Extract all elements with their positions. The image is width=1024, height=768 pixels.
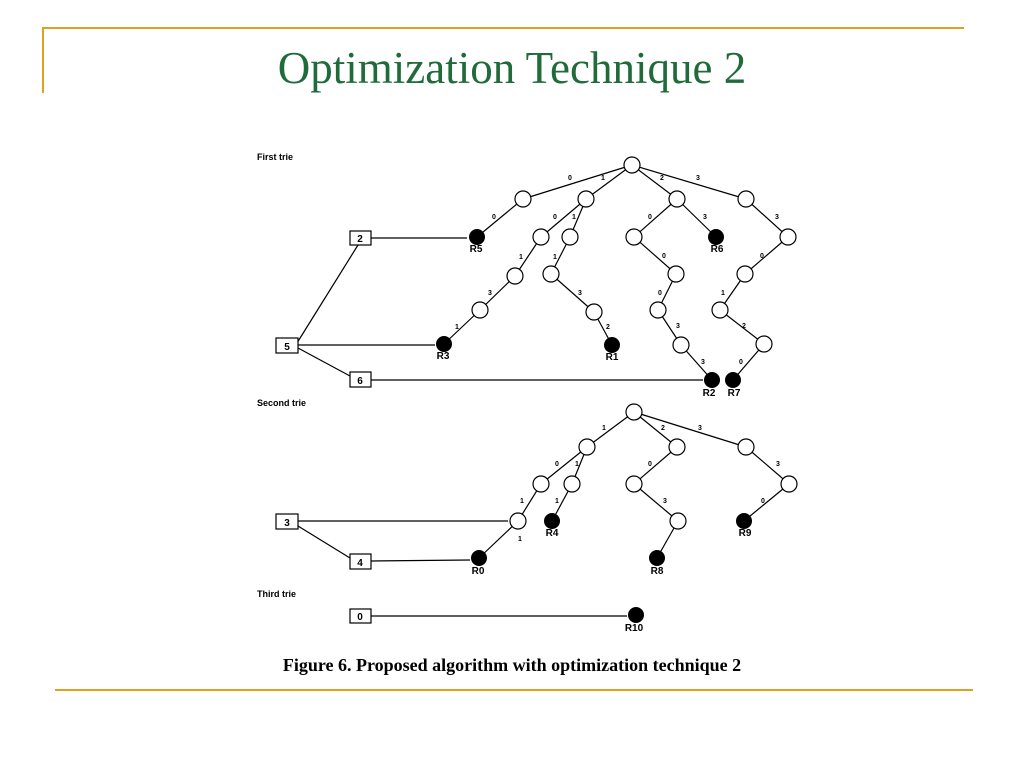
trie-node [650,302,666,318]
edge-label: 1 [572,214,576,221]
edge-label: 2 [742,323,746,330]
edge-label: 0 [553,214,557,221]
trie-node [781,476,797,492]
figure-caption: Figure 6. Proposed algorithm with optimization technique 2 [282,655,742,675]
section-label-first: First trie [257,152,294,162]
edge-label: 0 [492,214,496,221]
trie-node [578,191,594,207]
box-label: 0 [357,612,363,623]
rule-node-r1 [604,337,620,353]
rule-label: R1 [605,352,619,363]
edge-label: 0 [760,253,764,260]
edge-label: 1 [520,498,524,505]
trie-node [738,439,754,455]
rule-label: R6 [710,244,724,255]
trie-node [712,302,728,318]
trie-nodes-empty [469,157,797,529]
edge-label: 3 [776,461,780,468]
edge-label: 0 [761,498,765,505]
slide-title: Optimization Technique 2 [277,43,747,93]
rule-node-r10 [628,607,644,623]
rule-label: R0 [471,566,485,577]
edge-label: 0 [648,214,652,221]
edge-label: 0 [648,461,652,468]
trie-node [670,513,686,529]
box-label: 2 [357,234,363,245]
rule-label: R10 [624,623,644,634]
trie-node [564,476,580,492]
edge-label: 1 [455,324,459,331]
edge-label: 2 [606,324,610,331]
trie-node [738,191,754,207]
trie-node [737,266,753,282]
edge-label: 3 [703,214,707,221]
trie-node [586,304,602,320]
trie-node [626,476,642,492]
edge-label: 3 [578,290,582,297]
edge-label: 1 [519,254,523,261]
edge-label: 1 [602,425,606,432]
trie-node [579,439,595,455]
rule-node-r4 [544,513,560,529]
edge-label: 0 [739,359,743,366]
edge-label: 3 [701,359,705,366]
edge-label: 2 [660,175,664,182]
rule-label: R5 [469,244,483,255]
edge-label: 1 [553,254,557,261]
rule-node-r2 [704,372,720,388]
rule-node-r0 [471,550,487,566]
box-label: 5 [284,342,290,353]
edge-label: 1 [601,175,605,182]
trie-node [510,513,526,529]
trie-node [624,157,640,173]
rule-label: R3 [436,351,450,362]
trie-node [756,336,772,352]
trie-node [533,229,549,245]
rule-label: R9 [738,528,752,539]
rule-node-r3 [436,336,452,352]
edge-label: 1 [575,461,579,468]
rule-label: R7 [727,388,741,399]
edge-label: 0 [568,175,572,182]
trie-node [626,229,642,245]
trie-node [669,191,685,207]
edge-label: 3 [663,498,667,505]
edge-label: 3 [698,425,702,432]
edge-label: 0 [662,253,666,260]
rule-node-r9 [736,513,752,529]
trie-node [562,229,578,245]
trie-node [669,439,685,455]
rule-label: R4 [545,528,559,539]
edge-label: 3 [488,290,492,297]
rule-node-r8 [649,550,665,566]
trie-node [543,266,559,282]
edge-label: 3 [676,323,680,330]
rule-node-r5 [469,229,485,245]
box-label: 3 [284,518,290,529]
section-labels [257,152,306,599]
trie-node [668,266,684,282]
edge-label: 1 [518,536,522,543]
trie-node [515,191,531,207]
trie-node [472,302,488,318]
trie-nodes-rule [436,229,752,623]
rule-label: R2 [702,388,716,399]
trie-node [626,404,642,420]
edge-label: 0 [658,290,662,297]
rule-node-r7 [725,372,741,388]
edge-label: 1 [721,290,725,297]
trie-node [780,229,796,245]
section-label-third: Third trie [257,589,297,599]
edge-label: 0 [555,461,559,468]
trie-node [673,337,689,353]
edge-label: 3 [775,214,779,221]
section-label-second: Second trie [257,398,307,408]
edge-label: 1 [555,498,559,505]
edge-label: 2 [661,425,665,432]
trie-node [507,268,523,284]
edge-label: 3 [696,175,700,182]
trie-node [533,476,549,492]
rule-label: R8 [650,566,664,577]
rule-node-r6 [708,229,724,245]
box-label: 4 [357,558,363,569]
box-label: 6 [357,376,363,387]
